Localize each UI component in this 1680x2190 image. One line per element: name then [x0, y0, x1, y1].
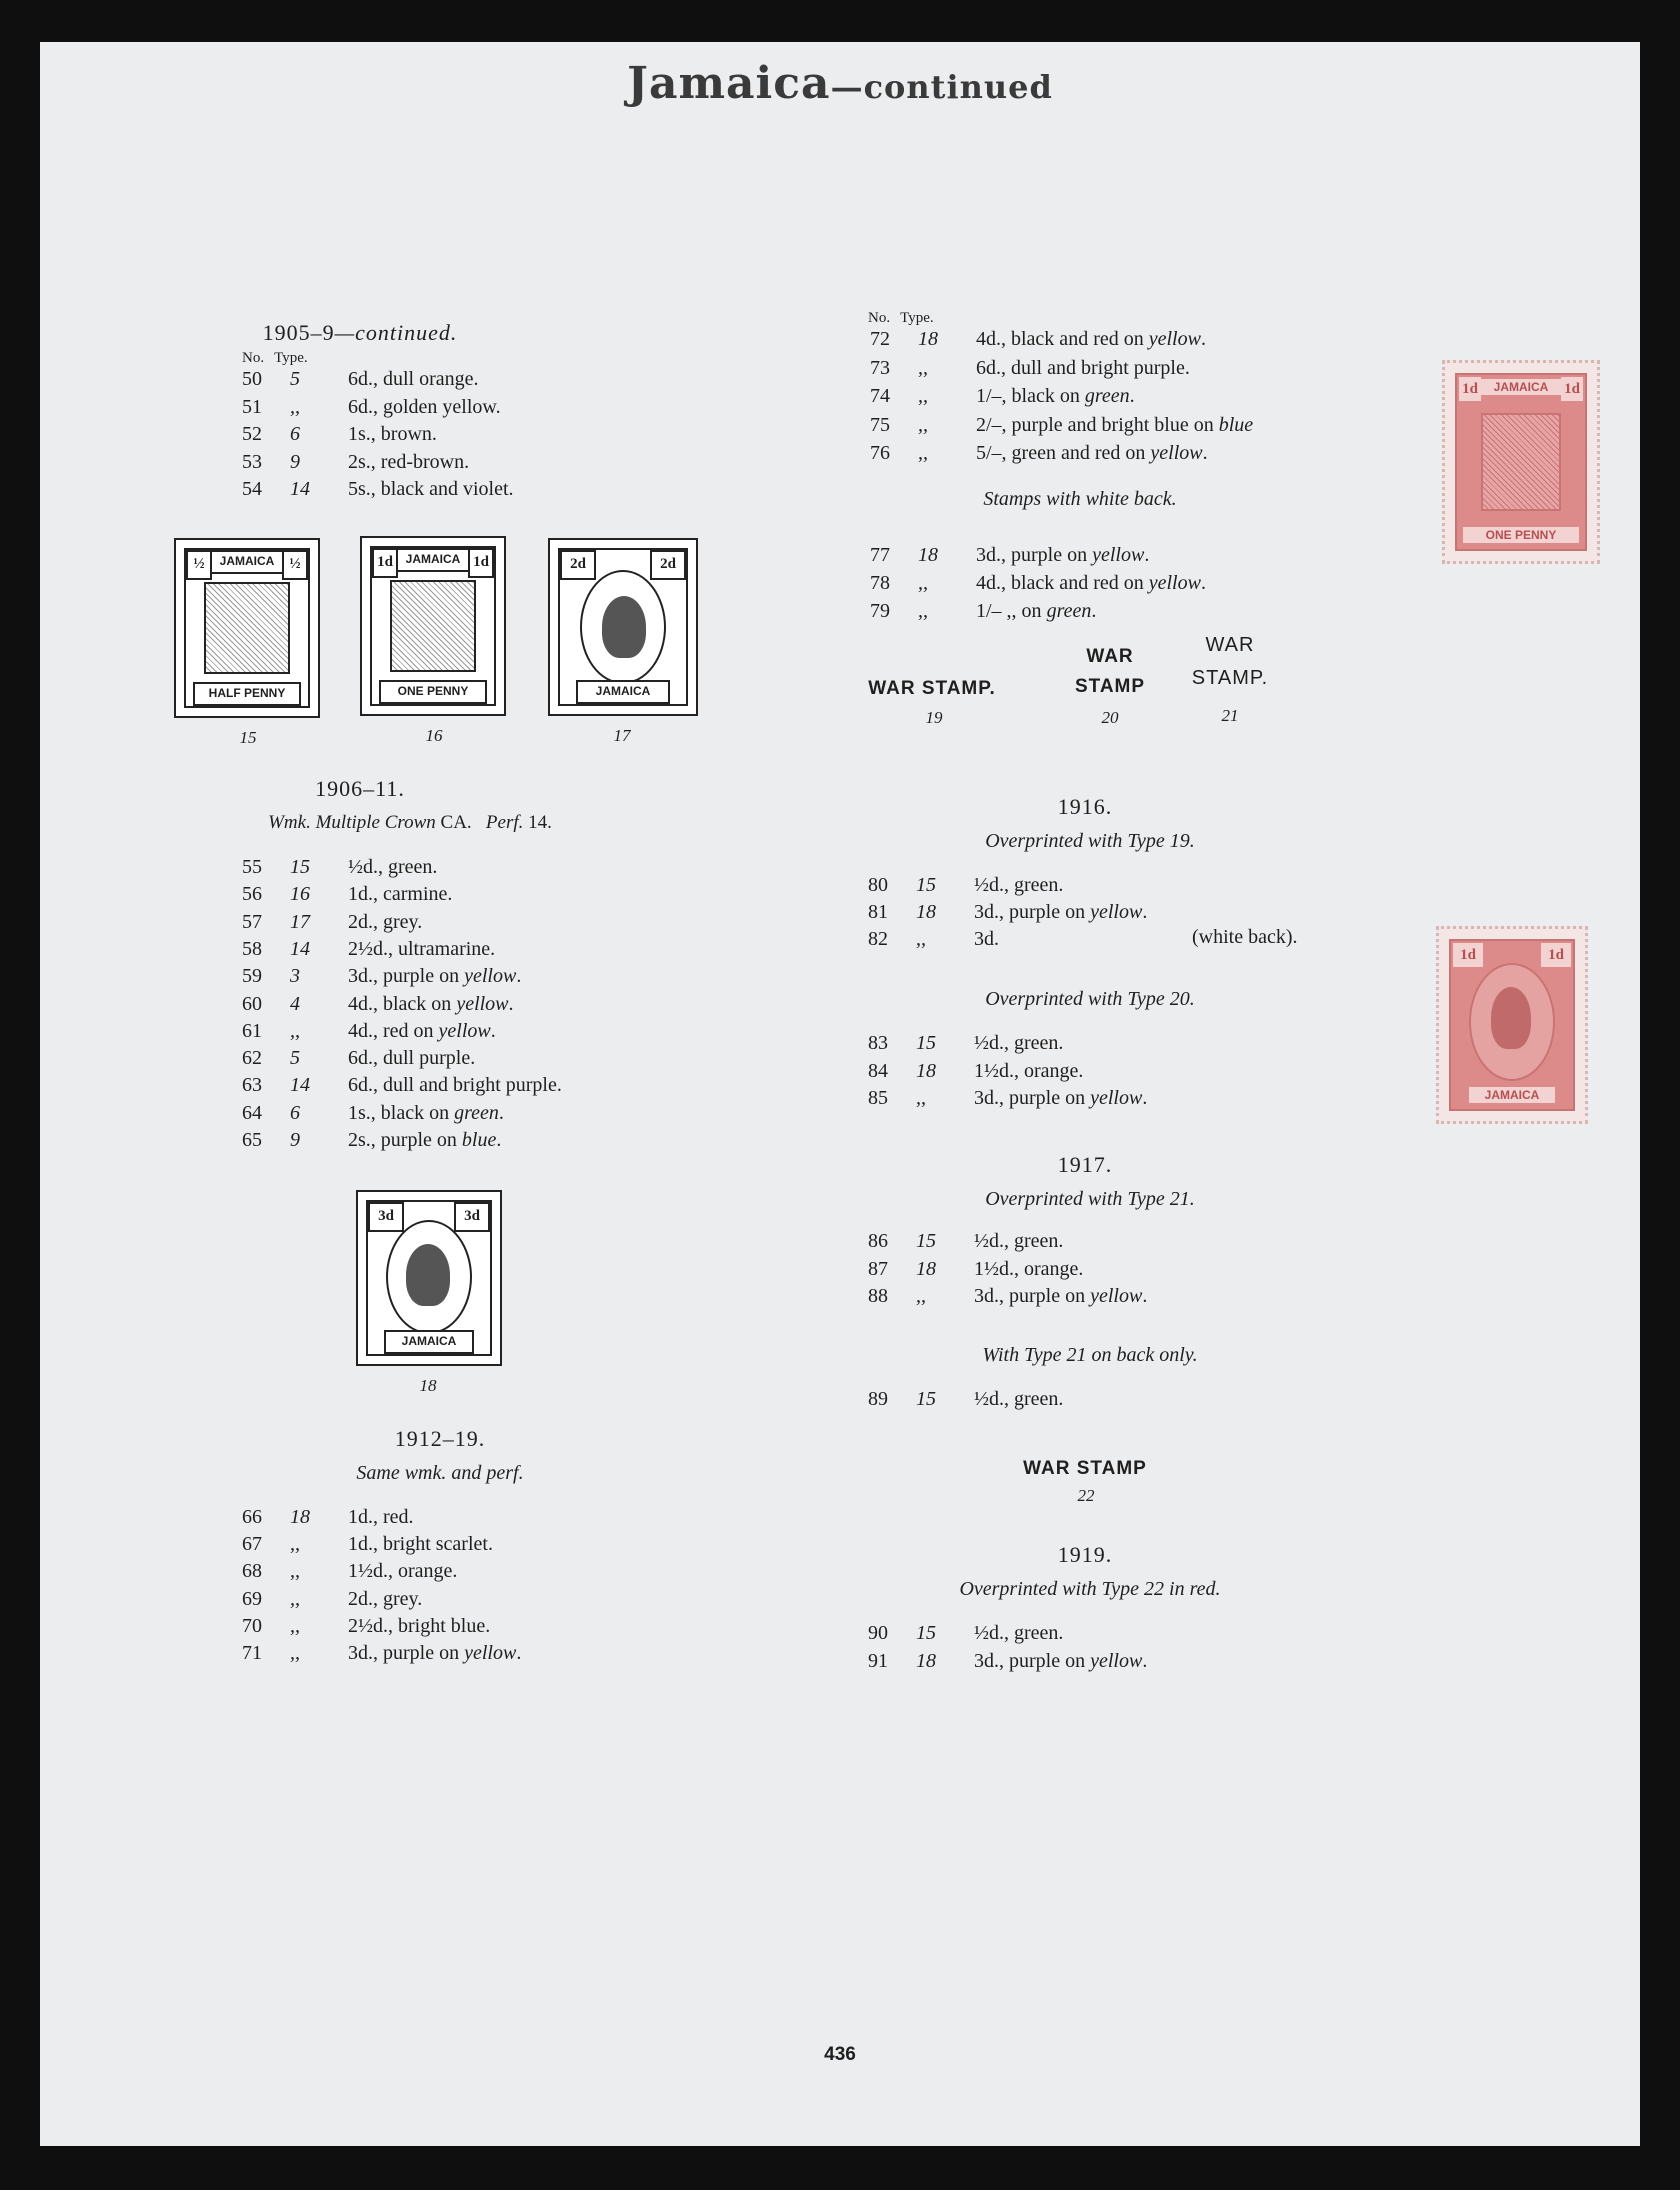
entry-number: 59 — [242, 965, 262, 988]
section-heading-1905: 1905–9—continued. — [262, 320, 458, 345]
entry-type: ,, — [918, 442, 928, 464]
entry-type: 15 — [916, 874, 936, 896]
entry-description: 1/–, black on green. — [976, 385, 1135, 407]
entry-type: ,, — [290, 1533, 300, 1556]
stamp-illustration-18: 3d 3d JAMAICA — [356, 1190, 502, 1366]
entry-description: 2s., purple on blue. — [348, 1129, 502, 1151]
entry-type: ,, — [918, 356, 928, 379]
album-page — [40, 42, 1640, 2146]
entry-number: 84 — [868, 1059, 888, 1082]
entry-type: 6 — [290, 1101, 300, 1124]
entry-number: 88 — [868, 1285, 888, 1307]
entry-description: 3d., purple on yellow. — [348, 1642, 522, 1664]
entry-number: 55 — [242, 856, 262, 878]
entry-type: 14 — [290, 478, 310, 500]
entry-number: 54 — [242, 478, 262, 500]
entry-number: 67 — [242, 1533, 262, 1556]
entry-type: 5 — [290, 1047, 300, 1070]
entry-type: 17 — [290, 910, 310, 933]
caption-16: 16 — [425, 726, 443, 745]
entry-description: ½d., green. — [974, 874, 1064, 896]
section-heading-1917: 1917. — [1057, 1152, 1113, 1177]
caption-20: 20 — [1101, 708, 1119, 727]
overprint-type-22: WAR STAMP — [1023, 1458, 1147, 1479]
entry-description: 1d., bright scarlet. — [348, 1533, 493, 1556]
entry-number: 69 — [242, 1587, 262, 1610]
entry-description: 3d., purple on yellow. — [974, 1650, 1148, 1672]
entry-number: 52 — [242, 423, 262, 445]
entry-description: 4d., black on yellow. — [348, 992, 514, 1015]
entry-number: 85 — [868, 1087, 888, 1109]
subhead-type-21: Overprinted with Type 21. — [985, 1188, 1195, 1210]
overprint-type-20: WAR STAMP — [1074, 646, 1146, 697]
section-subhead-1912: Same wmk. and perf. — [356, 1462, 524, 1484]
entry-number: 77 — [870, 544, 890, 566]
entry-description: 3d. — [974, 928, 999, 950]
overprint-type-19: WAR STAMP. — [868, 678, 996, 699]
entry-number: 86 — [868, 1230, 888, 1252]
entry-type: ,, — [290, 1642, 300, 1664]
entry-number: 79 — [870, 600, 890, 622]
entry-description: 6d., dull and bright purple. — [976, 356, 1190, 379]
entry-description: 5/–, green and red on yellow. — [976, 442, 1208, 464]
entry-number: 60 — [242, 992, 262, 1015]
entry-number: 78 — [870, 572, 890, 594]
entry-type: 6 — [290, 423, 300, 445]
entry-description: ½d., green. — [348, 856, 438, 878]
entry-number: 58 — [242, 937, 262, 960]
mounted-stamp-one-penny: JAMAICA 1d 1d ONE PENNY — [1442, 360, 1600, 564]
entry-type: 18 — [916, 901, 936, 923]
entry-description: 1/– ,, on green. — [976, 600, 1097, 622]
caption-21: 21 — [1221, 706, 1239, 725]
entry-type: 9 — [290, 450, 300, 473]
entry-description: 1d., red. — [348, 1506, 414, 1528]
entry-type: ,, — [290, 1560, 300, 1583]
entry-number: 76 — [870, 442, 890, 464]
entry-number: 53 — [242, 450, 262, 473]
entry-description: ½d., green. — [974, 1230, 1064, 1252]
entry-type: 15 — [916, 1388, 936, 1410]
entry-description: 1s., black on green. — [348, 1101, 504, 1124]
entry-description: 1½d., orange. — [974, 1059, 1084, 1082]
entry-type: 18 — [918, 544, 938, 566]
entry-description: 3d., purple on yellow. — [974, 1285, 1148, 1307]
entry-number: 68 — [242, 1560, 262, 1583]
caption-22: 22 — [1077, 1486, 1095, 1505]
entry-description: 1s., brown. — [348, 423, 437, 445]
subhead-type-22: Overprinted with Type 22 in red. — [959, 1578, 1221, 1600]
entry-description: ½d., green. — [974, 1622, 1064, 1644]
entry-number: 82 — [868, 928, 888, 950]
entry-description: 1½d., orange. — [348, 1560, 458, 1583]
entry-description: 1d., carmine. — [348, 883, 453, 906]
entry-description: 6d., dull orange. — [348, 368, 479, 390]
entry-description: 3d., purple on yellow. — [976, 544, 1150, 566]
entry-description: 2s., red-brown. — [348, 450, 470, 473]
entry-number: 66 — [242, 1506, 262, 1528]
caption-17: 17 — [613, 726, 631, 745]
entry-type: ,, — [918, 572, 928, 594]
entry-type: ,, — [916, 928, 926, 950]
entry-number: 63 — [242, 1074, 262, 1097]
stamp-illustration-17: 2d 2d JAMAICA — [548, 538, 698, 716]
mounted-stamp-king: 1d 1d JAMAICA — [1436, 926, 1588, 1124]
entry-number: 61 — [242, 1019, 262, 1042]
entry-type: 18 — [290, 1506, 310, 1528]
entry-number: 73 — [870, 356, 890, 379]
entry-type: 3 — [290, 965, 300, 988]
entry-type: 18 — [916, 1059, 936, 1082]
entry-type: 15 — [916, 1032, 936, 1054]
white-back-heading: Stamps with white back. — [983, 488, 1177, 510]
entry-description: 3d., purple on yellow. — [974, 1087, 1148, 1109]
entry-type: 16 — [290, 883, 310, 906]
subhead-back-only: With Type 21 on back only. — [982, 1344, 1198, 1366]
caption-18: 18 — [419, 1376, 437, 1395]
entry-type: ,, — [916, 1087, 926, 1109]
king-portrait-icon — [406, 1244, 450, 1306]
entry-description: 5s., black and violet. — [348, 478, 514, 500]
entry-number: 56 — [242, 883, 262, 906]
entry-type: 9 — [290, 1129, 300, 1151]
entry-number: 91 — [868, 1650, 888, 1672]
entry-description: 2d., grey. — [348, 1587, 423, 1610]
entry-type: 18 — [918, 328, 938, 350]
page-number: 436 — [824, 2044, 856, 2065]
entry-description: ½d., green. — [974, 1388, 1064, 1410]
entry-description: 2d., grey. — [348, 910, 423, 933]
section-heading-1906: 1906–11. — [315, 776, 405, 801]
entry-type: ,, — [918, 385, 928, 407]
entry-type: 5 — [290, 368, 300, 390]
column-headers-right: No. Type. — [868, 310, 934, 326]
entry-type: 14 — [290, 937, 310, 960]
entry-type: ,, — [918, 600, 928, 622]
entry-description: 2/–, purple and bright blue on blue — [976, 413, 1254, 436]
entry-number: 83 — [868, 1032, 888, 1054]
entry-type: 14 — [290, 1074, 310, 1097]
page-title: Jamaica—continued — [627, 58, 1053, 109]
caption-15: 15 — [239, 728, 257, 747]
entry-description: 6d., dull and bright purple. — [348, 1074, 562, 1097]
watermark-perf-note: Wmk. Multiple Crown CA. Perf. 14. — [268, 812, 552, 833]
entry-type: ,, — [290, 395, 300, 418]
entry-number: 50 — [242, 368, 262, 390]
subhead-type-20: Overprinted with Type 20. — [985, 988, 1195, 1010]
entry-number: 89 — [868, 1388, 888, 1410]
entry-type: ,, — [290, 1019, 300, 1042]
entry-type: 18 — [916, 1257, 936, 1280]
entry-number: 90 — [868, 1622, 888, 1644]
stamp-illustration-15: JAMAICA ½ ½ HALF PENNY — [174, 538, 320, 718]
entry-number: 65 — [242, 1129, 262, 1151]
white-back-note: (white back). — [1192, 926, 1298, 948]
entry-type: ,, — [290, 1614, 300, 1637]
entry-type: ,, — [918, 413, 928, 436]
overprint-type-21: WAR STAMP. — [1191, 634, 1269, 689]
subhead-type-19: Overprinted with Type 19. — [985, 830, 1195, 852]
entry-number: 80 — [868, 874, 888, 896]
entry-number: 64 — [242, 1101, 262, 1124]
entry-number: 51 — [242, 395, 262, 418]
entry-number: 87 — [868, 1257, 888, 1280]
entry-description: 6d., dull purple. — [348, 1047, 476, 1070]
king-portrait-icon — [602, 596, 646, 658]
entry-description: 2½d., ultramarine. — [348, 937, 496, 960]
king-portrait-icon — [1491, 987, 1531, 1049]
entry-type: 15 — [916, 1230, 936, 1252]
entry-number: 74 — [870, 385, 890, 407]
section-heading-1919: 1919. — [1057, 1542, 1113, 1567]
entry-type: 15 — [290, 856, 310, 878]
entry-type: ,, — [916, 1285, 926, 1307]
entry-type: ,, — [290, 1587, 300, 1610]
entry-number: 75 — [870, 413, 890, 436]
entry-type: 18 — [916, 1650, 936, 1672]
entry-description: 2½d., bright blue. — [348, 1614, 491, 1637]
entry-number: 57 — [242, 910, 262, 933]
entry-description: 4d., black and red on yellow. — [976, 328, 1206, 350]
column-headers-left: No. Type. — [242, 350, 308, 366]
entry-description: 4d., black and red on yellow. — [976, 572, 1206, 594]
entry-description: ½d., green. — [974, 1032, 1064, 1054]
entry-type: 4 — [290, 992, 300, 1015]
entry-type: 15 — [916, 1622, 936, 1644]
entry-number: 71 — [242, 1642, 262, 1664]
entry-description: 4d., red on yellow. — [348, 1019, 496, 1042]
caption-19: 19 — [925, 708, 943, 727]
entry-number: 72 — [870, 328, 890, 350]
entry-description: 1½d., orange. — [974, 1257, 1084, 1280]
section-heading-1912: 1912–19. — [394, 1426, 486, 1451]
entry-description: 6d., golden yellow. — [348, 395, 501, 418]
stamp-illustration-16: JAMAICA 1d 1d ONE PENNY — [360, 536, 506, 716]
section-heading-1916: 1916. — [1057, 794, 1113, 819]
entry-number: 62 — [242, 1047, 262, 1070]
entry-description: 3d., purple on yellow. — [348, 965, 522, 988]
entry-number: 70 — [242, 1614, 262, 1637]
entry-description: 3d., purple on yellow. — [974, 901, 1148, 923]
entry-number: 81 — [868, 901, 888, 923]
